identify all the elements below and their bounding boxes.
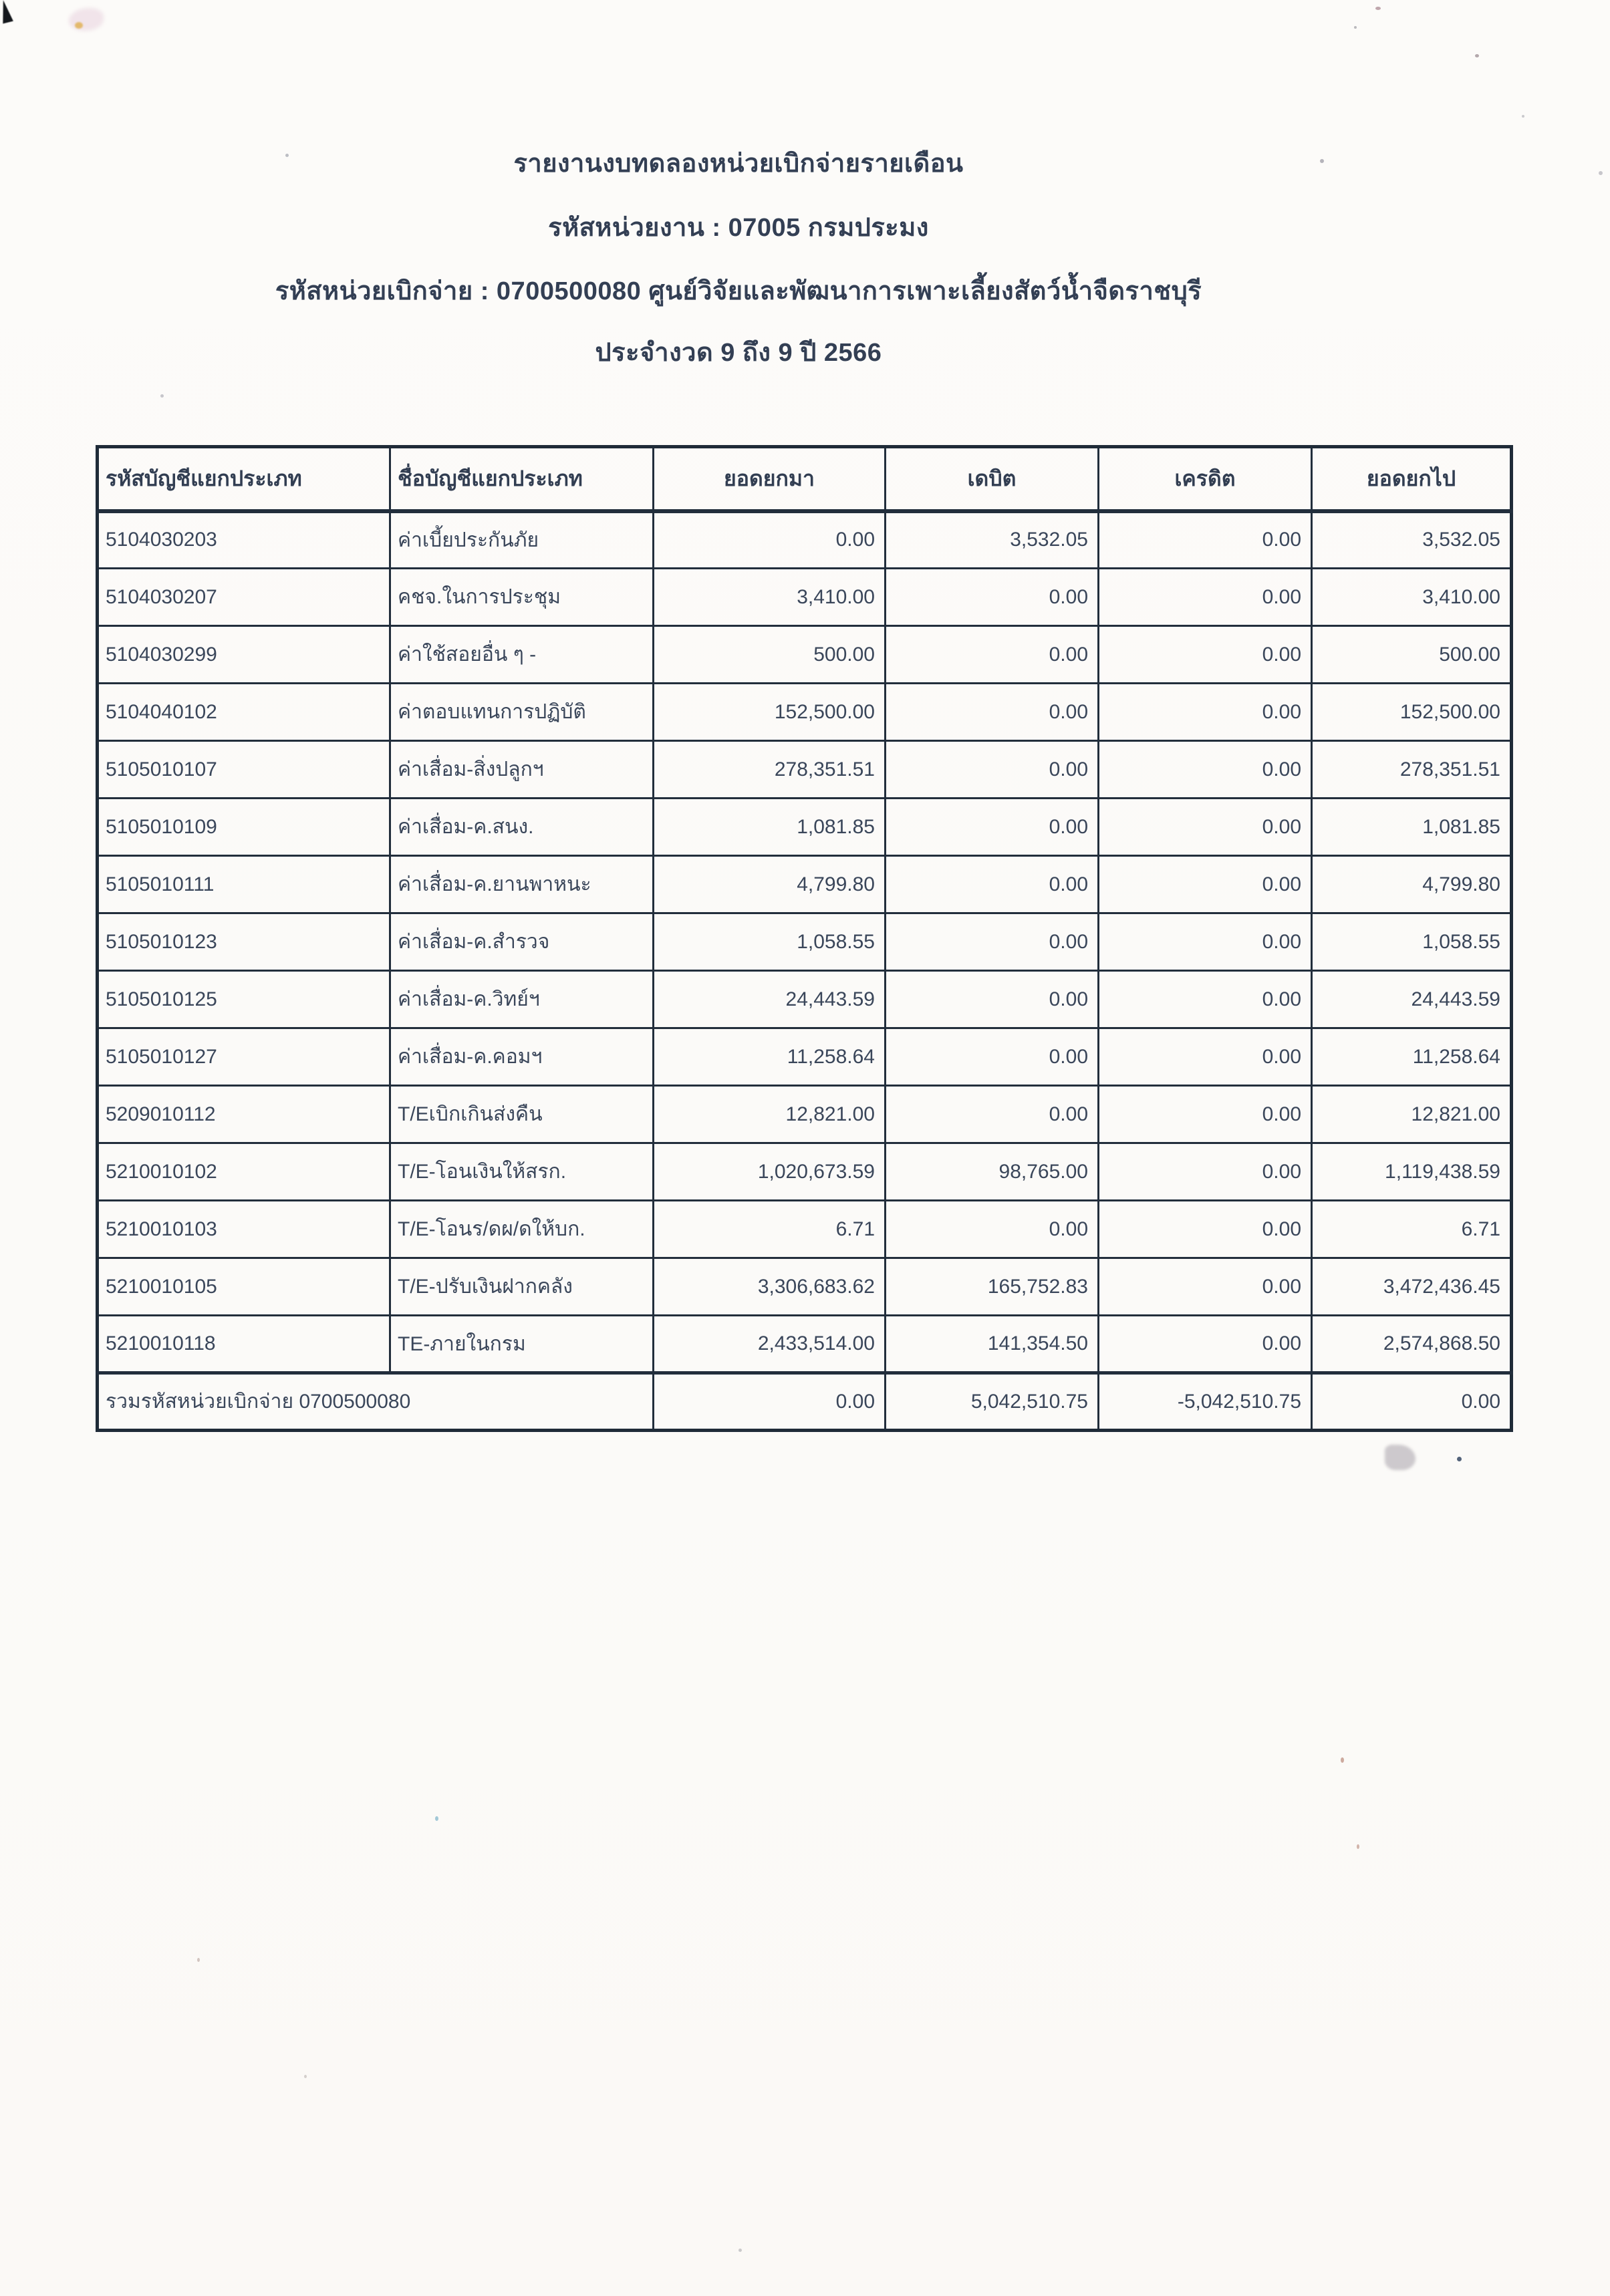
report-header [0,0,1477,401]
account-name-cell: ค่าเสื่อม-ค.สนง. [390,799,654,856]
debit-cell: 0.00 [886,626,1099,684]
account-code-cell: 5210010105 [98,1258,390,1316]
balance-cell: 3,410.00 [1312,569,1512,626]
account-name-cell: TE-ภายในกรม [390,1316,654,1373]
debit-cell: 0.00 [886,1028,1099,1086]
account-name-cell: ค่าตอบแทนการปฏิบัติ [390,684,654,741]
header-carry-forward: ยอดยกมา [654,447,886,511]
table-header-row [98,447,1512,511]
balance-cell: 12,821.00 [1312,1086,1512,1143]
account-name-cell: T/E-โอนเงินให้สรก. [390,1143,654,1201]
table-row [98,913,1512,971]
debit-cell: 0.00 [886,1086,1099,1143]
carry-forward-cell: 500.00 [654,626,886,684]
scan-speck [739,2249,742,2252]
table-row [98,856,1512,913]
table-row [98,971,1512,1028]
credit-cell: 0.00 [1099,971,1312,1028]
carry-forward-cell: 278,351.51 [654,741,886,799]
debit-cell: 0.00 [886,741,1099,799]
total-credit: -5,042,510.75 [1099,1373,1312,1431]
debit-cell: 0.00 [886,971,1099,1028]
total-balance: 0.00 [1312,1373,1512,1431]
account-code-cell: 5104030203 [98,511,390,569]
credit-cell: 0.00 [1099,799,1312,856]
balance-cell: 4,799.80 [1312,856,1512,913]
scan-smudge-gray [1385,1445,1416,1470]
account-code-cell: 5105010111 [98,856,390,913]
trial-balance-table [96,445,1513,1432]
scan-speck [1522,115,1524,118]
scan-speck [304,2075,307,2078]
table-footer [98,1373,1512,1431]
table-row [98,1258,1512,1316]
balance-cell: 1,058.55 [1312,913,1512,971]
carry-forward-cell: 0.00 [654,511,886,569]
debit-cell: 165,752.83 [886,1258,1099,1316]
table-row [98,626,1512,684]
agency-code-line: รหัสหน่วยงาน : 07005 กรมประมง [548,214,929,242]
carry-forward-cell: 6.71 [654,1201,886,1258]
total-label: รวมรหัสหน่วยเบิกจ่าย 0700500080 [98,1373,654,1431]
debit-cell: 0.00 [886,799,1099,856]
balance-cell: 1,119,438.59 [1312,1143,1512,1201]
disbursement-unit-line: รหัสหน่วยเบิกจ่าย : 0700500080 ศูนย์วิจัยและพัฒนาการเพาะเลี้ยงสัตว์น้ำจืดราชบุรี [275,277,1202,305]
account-code-cell: 5104030299 [98,626,390,684]
balance-cell: 3,532.05 [1312,511,1512,569]
account-code-cell: 5105010123 [98,913,390,971]
balance-cell: 278,351.51 [1312,741,1512,799]
credit-cell: 0.00 [1099,1201,1312,1258]
account-code-cell: 5209010112 [98,1086,390,1143]
header-debit: เดบิต [886,447,1099,511]
debit-cell: 0.00 [886,684,1099,741]
debit-cell: 141,354.50 [886,1316,1099,1373]
credit-cell: 0.00 [1099,1028,1312,1086]
credit-cell: 0.00 [1099,511,1312,569]
carry-forward-cell: 3,306,683.62 [654,1258,886,1316]
scan-speck [1457,1457,1462,1461]
table-row [98,1143,1512,1201]
table-body [98,511,1512,1373]
account-code-cell: 5105010127 [98,1028,390,1086]
scan-speck [1357,1844,1359,1849]
table-row [98,511,1512,569]
credit-cell: 0.00 [1099,684,1312,741]
account-code-cell: 5104030207 [98,569,390,626]
account-name-cell: T/E-ปรับเงินฝากคลัง [390,1258,654,1316]
carry-forward-cell: 1,081.85 [654,799,886,856]
carry-forward-cell: 152,500.00 [654,684,886,741]
scan-speck [1341,1757,1344,1763]
account-name-cell: ค่าเสื่อม-ค.สำรวจ [390,913,654,971]
period-line: ประจำงวด 9 ถึง 9 ปี 2566 [595,339,882,367]
table-row [98,569,1512,626]
debit-cell: 0.00 [886,569,1099,626]
account-name-cell: T/Eเบิกเกินส่งคืน [390,1086,654,1143]
table-row [98,1086,1512,1143]
carry-forward-cell: 24,443.59 [654,971,886,1028]
account-name-cell: ค่าเสื่อม-ค.คอมฯ [390,1028,654,1086]
credit-cell: 0.00 [1099,1086,1312,1143]
account-name-cell: ค่าเสื่อม-ค.ยานพาหนะ [390,856,654,913]
debit-cell: 0.00 [886,913,1099,971]
carry-forward-cell: 1,058.55 [654,913,886,971]
account-name-cell: ค่าใช้สอยอื่น ๆ - [390,626,654,684]
account-code-cell: 5105010109 [98,799,390,856]
carry-forward-cell: 2,433,514.00 [654,1316,886,1373]
header-account-code: รหัสบัญชีแยกประเภท [98,447,390,511]
balance-cell: 24,443.59 [1312,971,1512,1028]
balance-cell: 3,472,436.45 [1312,1258,1512,1316]
credit-cell: 0.00 [1099,741,1312,799]
credit-cell: 0.00 [1099,1316,1312,1373]
carry-forward-cell: 4,799.80 [654,856,886,913]
credit-cell: 0.00 [1099,626,1312,684]
scan-speck [1599,171,1603,175]
account-code-cell: 5210010118 [98,1316,390,1373]
account-code-cell: 5104040102 [98,684,390,741]
account-name-cell: คชจ.ในการประชุม [390,569,654,626]
account-code-cell: 5105010107 [98,741,390,799]
debit-cell: 0.00 [886,856,1099,913]
header-balance: ยอดยกไป [1312,447,1512,511]
carry-forward-cell: 1,020,673.59 [654,1143,886,1201]
total-row [98,1373,1512,1431]
balance-cell: 1,081.85 [1312,799,1512,856]
table-row [98,1028,1512,1086]
carry-forward-cell: 3,410.00 [654,569,886,626]
balance-cell: 11,258.64 [1312,1028,1512,1086]
total-carry-forward: 0.00 [654,1373,886,1431]
balance-cell: 2,574,868.50 [1312,1316,1512,1373]
account-name-cell: ค่าเสื่อม-สิ่งปลูกฯ [390,741,654,799]
scan-speck [197,1958,200,1962]
balance-cell: 6.71 [1312,1201,1512,1258]
account-name-cell: T/E-โอนร/ดผ/ดให้บก. [390,1201,654,1258]
account-code-cell: 5105010125 [98,971,390,1028]
scan-speck [435,1816,438,1821]
debit-cell: 3,532.05 [886,511,1099,569]
header-credit: เครดิต [1099,447,1312,511]
header-account-name: ชื่อบัญชีแยกประเภท [390,447,654,511]
carry-forward-cell: 11,258.64 [654,1028,886,1086]
account-code-cell: 5210010102 [98,1143,390,1201]
debit-cell: 98,765.00 [886,1143,1099,1201]
credit-cell: 0.00 [1099,913,1312,971]
table-row [98,1316,1512,1373]
table-row [98,799,1512,856]
credit-cell: 0.00 [1099,856,1312,913]
credit-cell: 0.00 [1099,1143,1312,1201]
debit-cell: 0.00 [886,1201,1099,1258]
table-row [98,741,1512,799]
carry-forward-cell: 12,821.00 [654,1086,886,1143]
account-name-cell: ค่าเบี้ยประกันภัย [390,511,654,569]
account-code-cell: 5210010103 [98,1201,390,1258]
account-name-cell: ค่าเสื่อม-ค.วิทย์ฯ [390,971,654,1028]
balance-cell: 152,500.00 [1312,684,1512,741]
credit-cell: 0.00 [1099,569,1312,626]
balance-cell: 500.00 [1312,626,1512,684]
total-debit: 5,042,510.75 [886,1373,1099,1431]
credit-cell: 0.00 [1099,1258,1312,1316]
report-title: รายงานงบทดลองหน่วยเบิกจ่ายรายเดือน [513,150,964,178]
table-row [98,1201,1512,1258]
table-row [98,684,1512,741]
